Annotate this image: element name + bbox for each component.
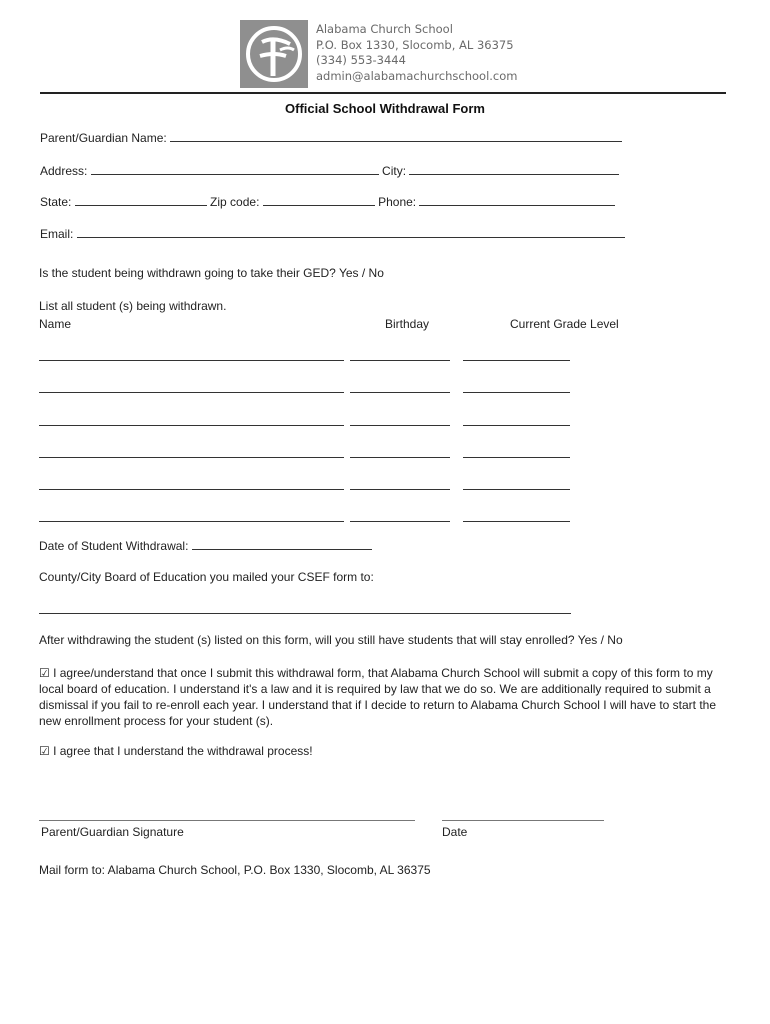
student-name-field[interactable] (39, 425, 344, 426)
cross-logo-icon (240, 20, 308, 88)
board-label: County/City Board of Education you mailed your CSEF form to: (39, 570, 374, 584)
student-name-field[interactable] (39, 521, 344, 522)
student-birthday-field[interactable] (350, 392, 450, 393)
school-logo (240, 20, 308, 88)
parent-name-field[interactable] (170, 130, 622, 142)
signature-field[interactable] (39, 820, 415, 821)
parent-name-row (40, 130, 622, 145)
school-email: admin@alabamachurchschool.com (316, 68, 518, 83)
parent-name-label: Parent/Guardian Name: (40, 131, 167, 145)
student-grade-field[interactable] (463, 392, 570, 393)
student-grade-field[interactable] (463, 360, 570, 361)
city-field[interactable] (409, 163, 619, 175)
phone-field[interactable] (419, 194, 615, 206)
email-row (40, 226, 625, 241)
agreement-checkbox-process: ☑ I agree that I understand the withdrawal process! (39, 744, 313, 758)
address-label: Address: (40, 164, 88, 178)
withdrawal-date-label: Date of Student Withdrawal: (39, 539, 189, 553)
column-birthday: Birthday (385, 317, 430, 331)
student-grade-field[interactable] (463, 425, 570, 426)
state-field[interactable] (75, 194, 207, 206)
column-name: Name (39, 317, 72, 331)
student-birthday-field[interactable] (350, 521, 450, 522)
zip-field[interactable] (263, 194, 375, 206)
student-name-field[interactable] (39, 392, 344, 393)
school-name: Alabama Church School (316, 22, 453, 36)
withdrawal-date-field[interactable] (192, 538, 372, 550)
date-label: Date (442, 825, 468, 839)
form-title: Official School Withdrawal Form (285, 101, 485, 116)
school-address: P.O. Box 1330, Slocomb, AL 36375 (316, 37, 514, 52)
signature-date-field[interactable] (442, 820, 604, 821)
student-grade-field[interactable] (463, 521, 570, 522)
header-divider (40, 92, 726, 94)
student-birthday-field[interactable] (350, 489, 450, 490)
agreement-paragraph: ☑ I agree/understand that once I submit this withdrawal form, that Alabama Church School will submit a copy of this form to my local board of education. I understand it's a law and it is required by law that we do so. We are additionally required to submit a dismissal if you fail to re-enroll each year. I understand that if I decide to return to Alabama Church School I will have to start the new enrollment process for your student (s). (39, 666, 717, 728)
address-row (40, 163, 619, 178)
signature-label: Parent/Guardian Signature (41, 825, 184, 839)
letterhead-text (316, 22, 518, 84)
student-grade-field[interactable] (463, 489, 570, 490)
student-grade-field[interactable] (463, 457, 570, 458)
student-name-field[interactable] (39, 360, 344, 361)
board-field[interactable] (39, 613, 571, 614)
state-row (40, 194, 615, 209)
email-field[interactable] (77, 226, 625, 238)
student-name-field[interactable] (39, 489, 344, 490)
address-field[interactable] (91, 163, 379, 175)
city-label: City: (382, 164, 407, 178)
column-grade: Current Grade Level (510, 317, 619, 331)
ged-question: Is the student being withdrawn going to take their GED? Yes / No (39, 266, 384, 280)
student-birthday-field[interactable] (350, 360, 450, 361)
state-label: State: (40, 195, 72, 209)
zip-label: Zip code: (210, 195, 260, 209)
list-students-label: List all student (s) being withdrawn. (39, 299, 227, 313)
email-label: Email: (40, 227, 74, 241)
phone-label: Phone: (378, 195, 417, 209)
school-phone: (334) 553-3444 (316, 53, 406, 67)
enrolled-question: After withdrawing the student (s) listed on this form, will you still have students that will stay enrolled? Yes / No (39, 633, 623, 647)
withdrawal-date-row (39, 538, 372, 553)
student-birthday-field[interactable] (350, 425, 450, 426)
student-birthday-field[interactable] (350, 457, 450, 458)
student-name-field[interactable] (39, 457, 344, 458)
mail-to-text: Mail form to: Alabama Church School, P.O. Box 1330, Slocomb, AL 36375 (39, 863, 431, 877)
